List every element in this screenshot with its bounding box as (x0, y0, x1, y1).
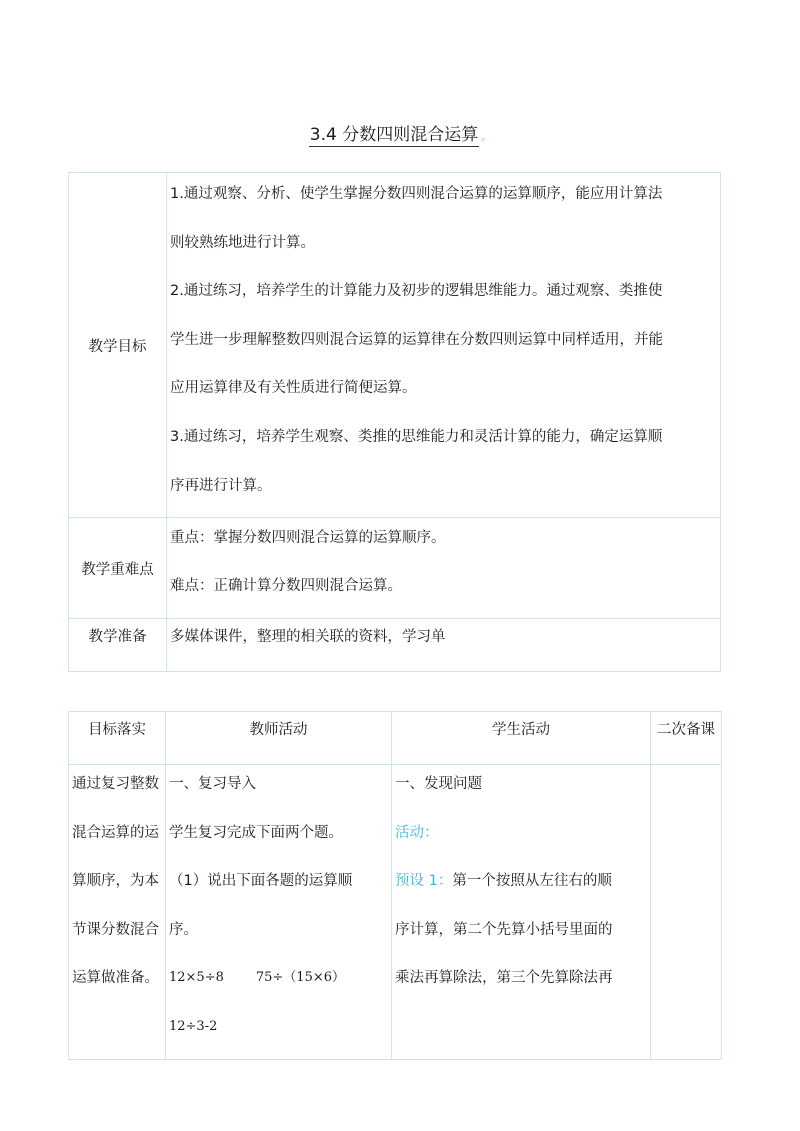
hypothesis-label: 预设 1： (395, 873, 453, 890)
student-line: 序计算，第二个先算小括号里面的 (395, 921, 613, 938)
process-table (68, 711, 722, 1060)
hypothesis-line (395, 864, 647, 913)
goal-line: 通过复习整数 (72, 776, 159, 792)
preparation-text: 多媒体课件，整理的相关联的资料，学习单 (170, 629, 446, 646)
objectives-label: 教学目标 (69, 173, 167, 518)
activity-label: 活动： (395, 824, 439, 841)
process-header-row (69, 712, 722, 765)
student-cell (392, 765, 651, 1060)
student-line: 乘法再算除法，第三个先算除法再 (395, 970, 613, 987)
preparation-label (69, 619, 167, 672)
objective-line: 2.通过练习，培养学生的计算能力及初步的逻辑思维能力。通过观察、类推使 (170, 283, 663, 300)
math-expr-2: 75÷（15×6） (255, 970, 346, 986)
goal-line: 混合运算的运 (72, 824, 159, 841)
math-expr-3: 12÷3-2 (169, 1018, 218, 1034)
page-title (0, 120, 800, 145)
math-expressions (169, 961, 388, 1010)
title-text: 3.4 分数四则混合运算 (309, 125, 479, 145)
preparation-label-text: 教学准备 (88, 629, 147, 646)
preparation-row (69, 619, 721, 672)
key-points-row (69, 518, 721, 619)
objectives-row (69, 173, 721, 518)
difficulty-line: 难点：正确计算分数四则混合运算。 (170, 578, 402, 595)
teacher-line: 学生复习完成下面两个题。 (169, 824, 343, 841)
teacher-line: 一、复习导入 (169, 776, 256, 792)
objective-line: 3.通过练习，培养学生观察、类推的思维能力和灵活计算的能力，确定运算顺 (170, 428, 663, 445)
hypothesis-text: 第一个按照从左往右的顺 (452, 873, 612, 890)
header-student: 学生活动 (392, 712, 651, 765)
key-points-content (167, 518, 721, 619)
teacher-line: （1）说出下面各题的运算顺 (169, 873, 353, 890)
goal-cell (69, 765, 166, 1060)
lesson-info-table (68, 172, 721, 672)
objectives-content (167, 173, 721, 518)
objective-line: 则较熟练地进行计算。 (170, 234, 315, 251)
objective-line: 学生进一步理解整数四则混合运算的运算律在分数四则运算中同样适用，并能 (170, 331, 663, 348)
objective-line: 序再进行计算。 (170, 477, 272, 494)
teacher-line: 序。 (169, 921, 198, 938)
objective-line: 应用运算律及有关性质进行简便运算。 (170, 380, 417, 397)
preparation-content (167, 619, 721, 672)
teacher-cell (166, 765, 392, 1060)
goal-line: 节课分数混合 (72, 921, 159, 938)
header-teacher: 教师活动 (166, 712, 392, 765)
goal-line: 运算做准备。 (72, 970, 159, 987)
math-expr-1: 12×5÷8 (169, 970, 224, 986)
process-body-row (69, 765, 722, 1060)
second-prep-cell (651, 765, 722, 1060)
objective-line: 1.通过观察、分析、使学生掌握分数四则混合运算的运算顺序，能应用计算法 (170, 186, 663, 202)
goal-line: 算顺序，为本 (72, 873, 159, 890)
student-heading: 一、发现问题 (395, 776, 482, 792)
header-goal: 目标落实 (69, 712, 166, 765)
title-mark: 。 (481, 132, 492, 143)
key-points-label: 教学重难点 (69, 518, 167, 619)
header-second-prep: 二次备课 (651, 712, 722, 765)
key-point-line: 重点：掌握分数四则混合运算的运算顺序。 (170, 530, 446, 547)
